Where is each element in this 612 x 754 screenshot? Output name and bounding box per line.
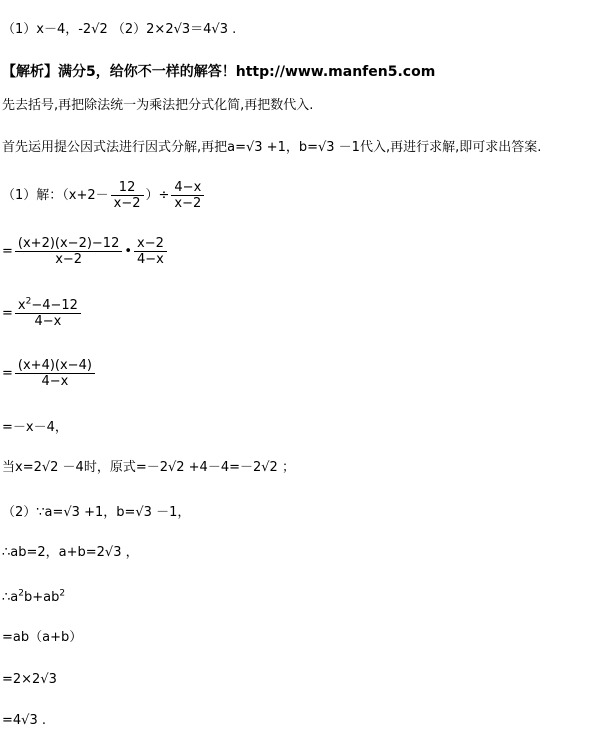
equals-sign: = bbox=[2, 306, 13, 321]
term-a: ∴a bbox=[2, 590, 19, 605]
fraction-denominator: x−2 bbox=[55, 252, 83, 267]
exponent: 2 bbox=[25, 296, 32, 307]
fraction-denominator: 4−x bbox=[41, 374, 69, 389]
equals-sign: = bbox=[2, 244, 13, 259]
term-rest: −4−12 bbox=[31, 298, 78, 313]
part2-line-2: ∴ab=2，a+b=2√3 ， bbox=[2, 545, 139, 560]
fraction-numerator: x−2 bbox=[134, 236, 167, 252]
exponent: 2 bbox=[18, 588, 24, 599]
answer-line: （1）x－4，-2√2 （2）2×2√3＝4√3 . bbox=[2, 22, 237, 37]
fraction-4-x-over-x-2 bbox=[171, 180, 204, 211]
fraction-numerator: 4−x bbox=[171, 180, 204, 196]
fraction-denominator: 4−x bbox=[34, 314, 62, 329]
fraction-12-over-x-2 bbox=[111, 180, 144, 211]
term-x: x bbox=[17, 298, 26, 313]
part1-expression bbox=[2, 180, 206, 211]
part2-line-1: （2）∵a=√3 +1，b=√3 －1， bbox=[2, 505, 191, 520]
exponent: 2 bbox=[59, 588, 66, 599]
analysis-header: 【解析】满分5，给你不一样的解答！http://www.manfen5.com bbox=[2, 64, 436, 80]
step1-fraction-a bbox=[15, 236, 122, 267]
fraction-numerator: 12 bbox=[111, 180, 144, 196]
step2-fraction bbox=[15, 298, 81, 329]
fraction-numerator bbox=[15, 298, 81, 314]
fraction-denominator: x−2 bbox=[174, 196, 202, 211]
part2-line-3 bbox=[2, 590, 65, 606]
step-3 bbox=[2, 358, 97, 389]
step1-fraction-b bbox=[134, 236, 167, 267]
step-1 bbox=[2, 236, 169, 267]
hint-line-2: 首先运用提公因式法进行因式分解,再把a=√3 +1，b=√3 －1代入,再进行求解,即可求出答案. bbox=[2, 140, 542, 155]
term-b-ab: b+ab bbox=[23, 590, 60, 605]
hint-line-1: 先去括号,再把除法统一为乘法把分式化简,再把数代入. bbox=[2, 98, 314, 113]
fraction-numerator: (x+2)(x−2)−12 bbox=[15, 236, 122, 252]
fraction-denominator: 4−x bbox=[137, 252, 164, 267]
step-2 bbox=[2, 298, 83, 329]
step3-fraction bbox=[15, 358, 95, 389]
part2-line-5: =2×2√3 bbox=[2, 672, 57, 687]
step-5: 当x=2√2 －4时，原式=－2√2 +4－4=－2√2 ； bbox=[2, 460, 295, 475]
part2-line-6: =4√3 . bbox=[2, 713, 46, 728]
part2-line-4: =ab（a+b） bbox=[2, 630, 83, 645]
equals-sign: = bbox=[2, 366, 13, 381]
part1-intro: （1）解：（x+2－ bbox=[2, 188, 109, 203]
fraction-numerator: (x+4)(x−4) bbox=[15, 358, 95, 374]
step-4: =－x－4， bbox=[2, 420, 68, 435]
fraction-denominator: x−2 bbox=[113, 196, 141, 211]
multiply-dot: • bbox=[124, 244, 133, 259]
part1-divide: ）÷ bbox=[145, 188, 170, 203]
